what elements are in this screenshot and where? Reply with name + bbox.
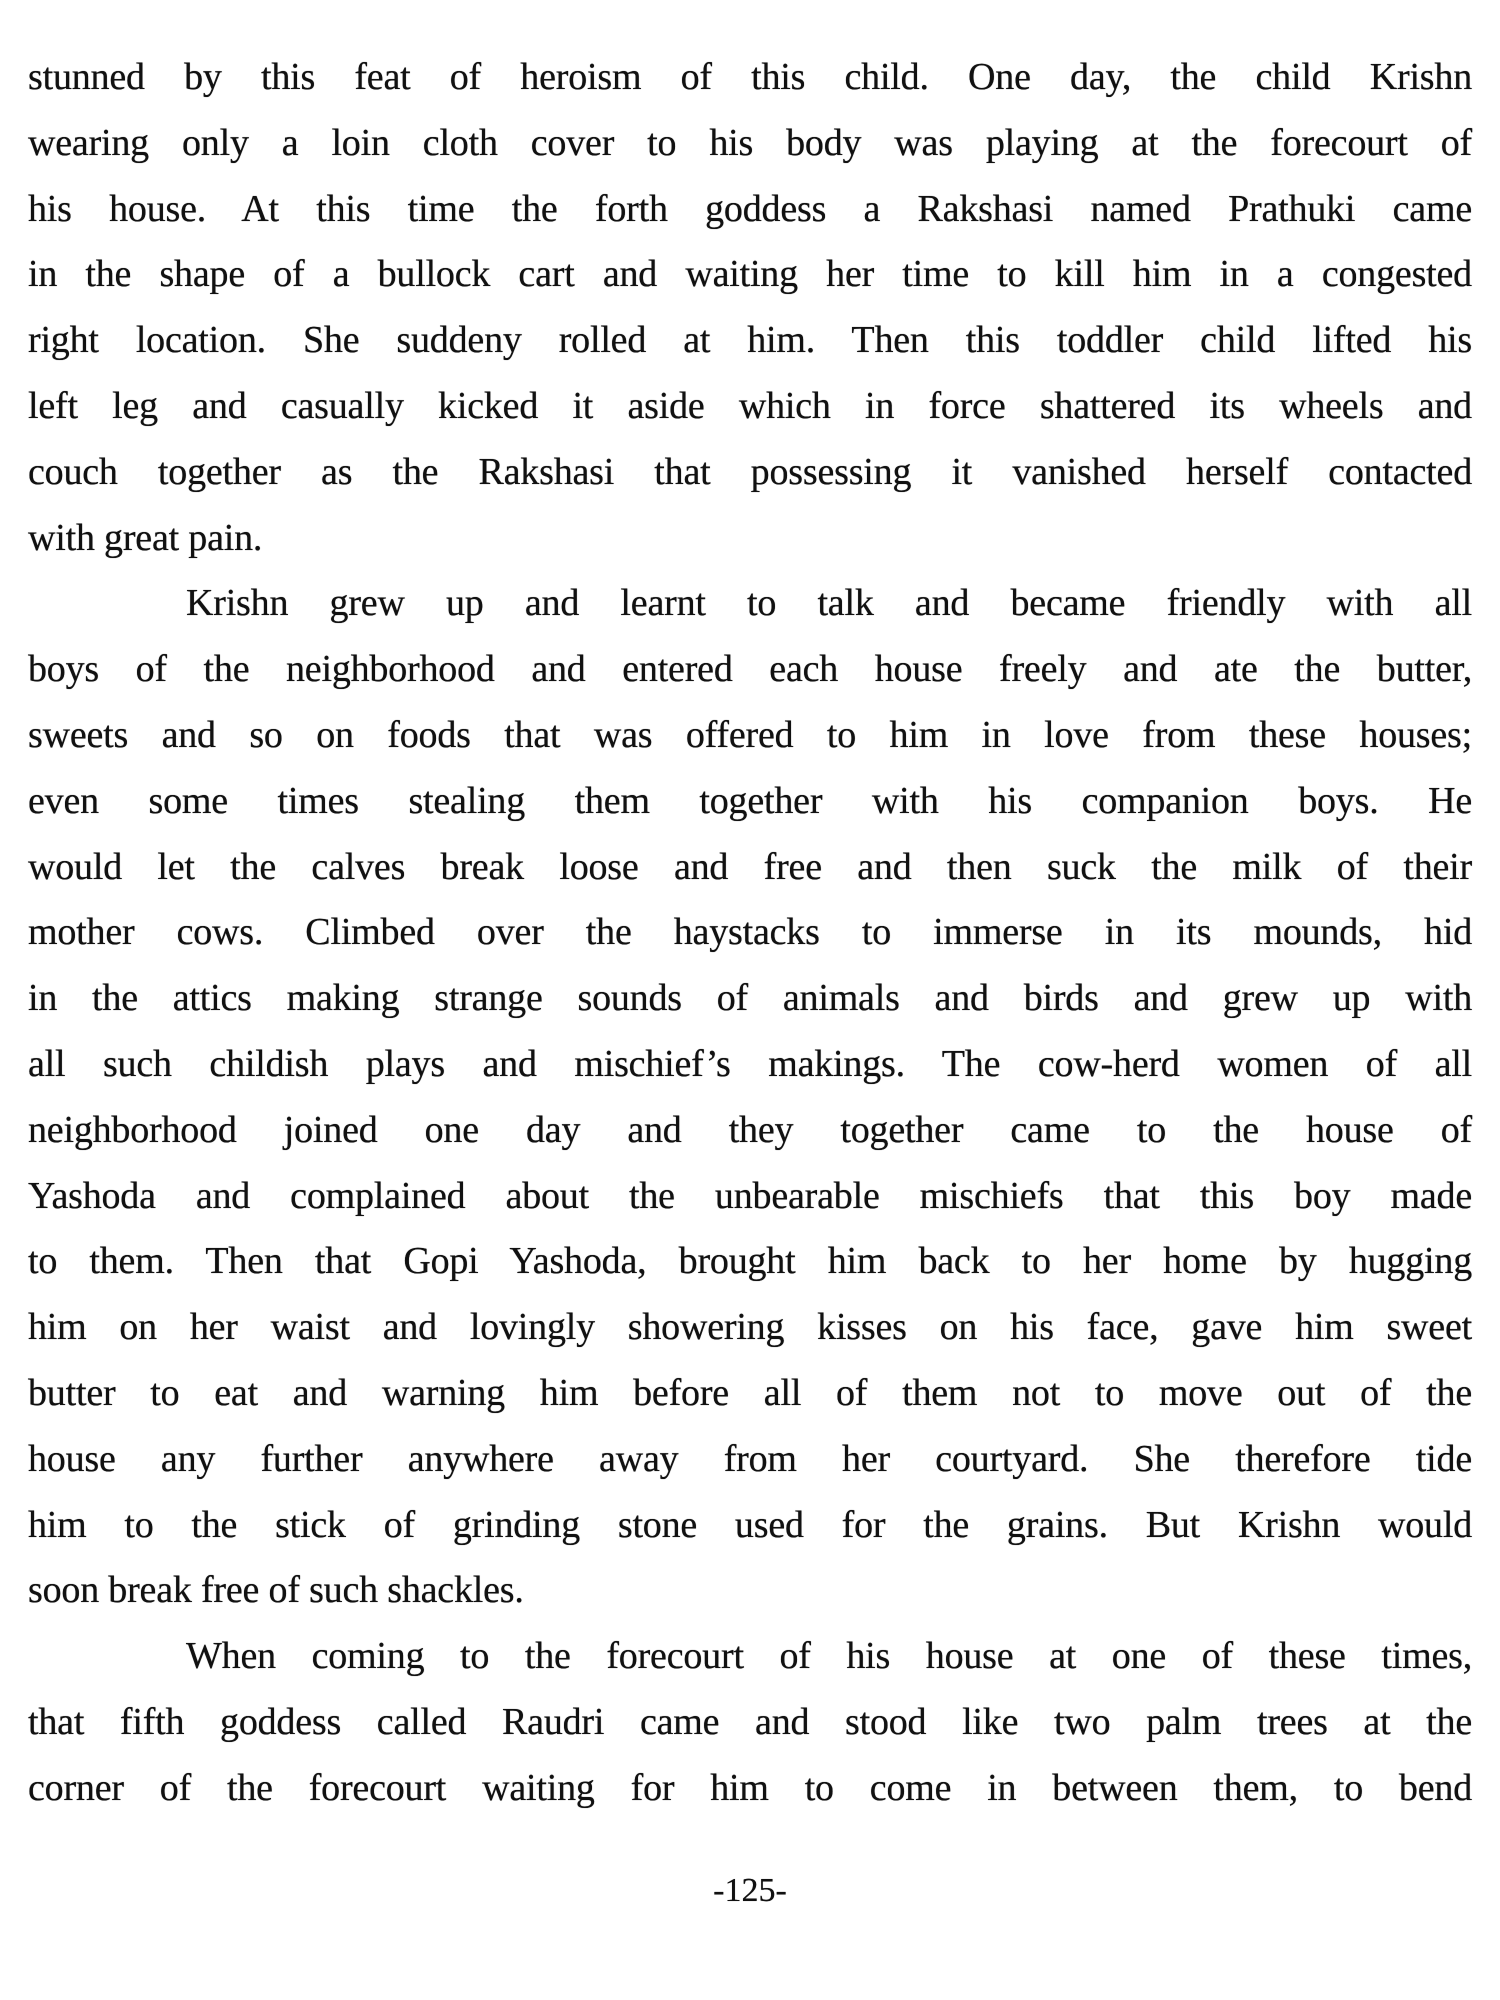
text-line: butter to eat and warning him before all of them not to move out of the <box>28 1371 1472 1414</box>
text-line: sweets and so on foods that was offered to him in love from these houses; <box>28 713 1472 756</box>
text-line: in the attics making strange sounds of animals and birds and grew up with <box>28 977 1472 1020</box>
text-line: all such childish plays and mischief’s makings. The cow-herd women of all <box>28 1042 1472 1085</box>
text-line: to them. Then that Gopi Yashoda, brought him back to her home by hugging <box>28 1240 1472 1283</box>
text-line: left leg and casually kicked it aside which in force shattered its wheels and <box>28 384 1472 427</box>
text-line: right location. She suddeny rolled at him. Then this toddler child lifted his <box>28 319 1472 362</box>
text-line: couch together as the Rakshasi that possessing it vanished herself contacted <box>28 450 1472 493</box>
text-line: boys of the neighborhood and entered each house freely and ate the butter, <box>28 648 1472 691</box>
text-line: neighborhood joined one day and they together came to the house of <box>28 1108 1472 1151</box>
text-line: him to the stick of grinding stone used for the grains. But Krishn would <box>28 1503 1472 1546</box>
text-line: Yashoda and complained about the unbearable mischiefs that this boy made <box>28 1174 1472 1217</box>
text-line: Krishn grew up and learnt to talk and became friendly with all <box>186 582 1472 625</box>
text-line: that fifth goddess called Raudri came and stood like two palm trees at the <box>28 1700 1472 1743</box>
text-line: him on her waist and lovingly showering kisses on his face, gave him sweet <box>28 1306 1472 1349</box>
text-line: wearing only a loin cloth cover to his body was playing at the forecourt of <box>28 121 1472 164</box>
text-line: stunned by this feat of heroism of this child. One day, the child Krishn <box>28 56 1472 98</box>
text-line: house any further anywhere away from her courtyard. She therefore tide <box>28 1437 1472 1480</box>
text-line: in the shape of a bullock cart and waiting her time to kill him in a congested <box>28 253 1472 296</box>
text-line: even some times stealing them together with his companion boys. He <box>28 779 1472 822</box>
text-line: would let the calves break loose and free and then suck the milk of their <box>28 845 1472 888</box>
text-line: soon break free of such shackles. <box>28 1569 524 1612</box>
body-text <box>28 45 1472 1822</box>
page-number: -125- <box>713 1872 787 1909</box>
text-line: with great pain. <box>28 516 263 559</box>
text-line: When coming to the forecourt of his house at one of these times, <box>186 1635 1472 1678</box>
text-line: corner of the forecourt waiting for him to come in between them, to bend <box>28 1766 1472 1809</box>
text-line: mother cows. Climbed over the haystacks to immerse in its mounds, hid <box>28 911 1472 954</box>
text-line: his house. At this time the forth goddess a Rakshasi named Prathuki came <box>28 187 1472 230</box>
